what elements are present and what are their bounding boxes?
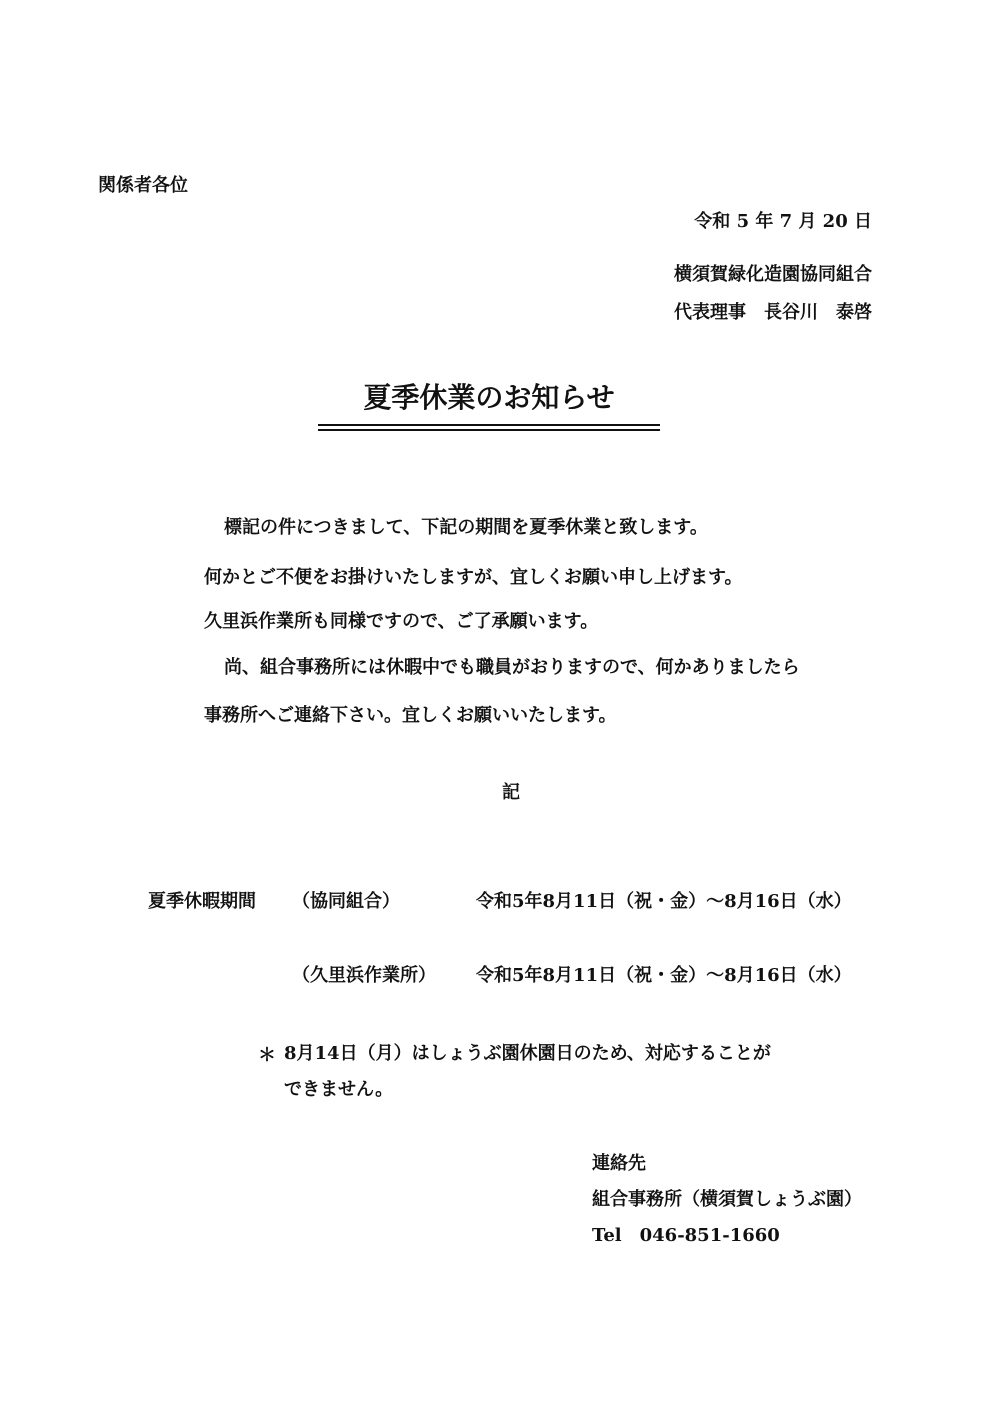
sender-representative: 代表理事 長谷川 泰啓 [674,302,872,323]
document-date: 令和 5 年 7 月 20 日 [694,211,872,232]
period-entry-name: （協同組合） [292,891,400,912]
addressee: 関係者各位 [98,175,188,196]
note-marker: ＊ [258,1045,276,1066]
body-line: 標記の件につきまして、下記の期間を夏季休業と致します。 [224,517,708,538]
contact-office: 組合事務所（横須賀しょうぶ園） [592,1189,862,1210]
page-title: 夏季休業のお知らせ [363,381,615,414]
sender-organization: 横須賀緑化造園協同組合 [674,264,872,285]
body-line: 事務所へご連絡下さい。宜しくお願いいたします。 [204,705,617,726]
contact-tel: Tel 046-851-1660 [592,1225,780,1246]
period-label: 夏季休暇期間 [148,891,256,912]
body-line: 何かとご不便をお掛けいたしますが、宜しくお願い申し上げます。 [204,567,743,588]
title-underline-top [318,424,660,426]
ki-heading: 記 [502,782,520,803]
body-line: 久里浜作業所も同様ですので、ご了承願います。 [204,611,599,632]
title-underline-bottom [318,429,660,431]
body-line: 尚、組合事務所には休暇中でも職員がおりますので、何かありましたら [224,657,800,678]
note-line: できません。 [284,1079,394,1100]
period-entry-name: （久里浜作業所） [292,965,436,986]
period-entry-dates: 令和5年8月11日（祝・金）～8月16日（水） [476,965,852,986]
contact-label: 連絡先 [592,1153,646,1174]
period-entry-dates: 令和5年8月11日（祝・金）～8月16日（水） [476,891,852,912]
note-line: 8月14日（月）はしょうぶ園休園日のため、対応することが [284,1043,771,1064]
